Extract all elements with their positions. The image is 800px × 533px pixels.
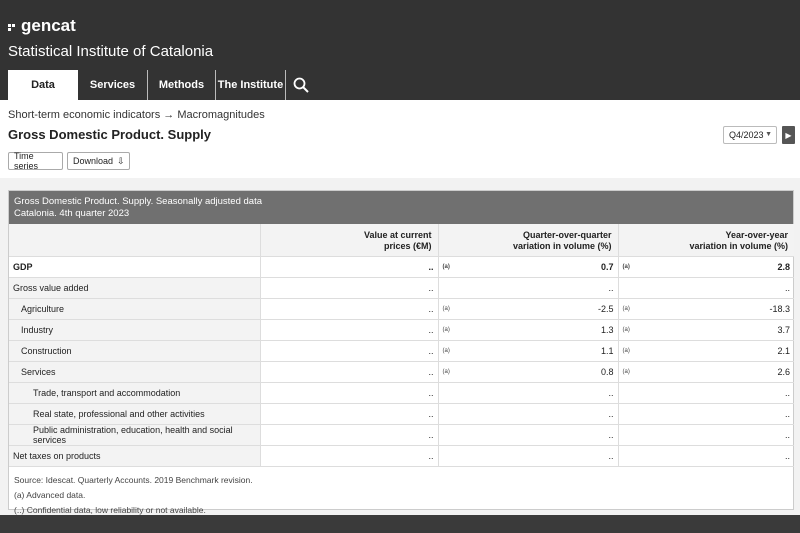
cell-flag: (a) xyxy=(622,368,630,375)
cell-number: .. xyxy=(784,387,790,398)
table-row xyxy=(9,319,794,340)
cell-yoy xyxy=(618,277,794,298)
tab-methods[interactable]: Methods xyxy=(148,70,216,100)
row-label: Construction xyxy=(9,340,260,361)
cell-qoq xyxy=(438,361,618,382)
download-button[interactable] xyxy=(67,152,130,170)
row-label: Real state, professional and other activities xyxy=(9,403,260,424)
cell-yoy xyxy=(618,256,794,277)
cell-yoy xyxy=(618,319,794,340)
tab-services[interactable]: Services xyxy=(78,70,148,100)
cell-number: 1.1 xyxy=(600,345,614,356)
download-label: Download xyxy=(73,156,114,166)
data-table-container xyxy=(8,190,794,515)
page-title: Gross Domestic Product. Supply xyxy=(8,127,211,142)
cell-flag: (a) xyxy=(622,326,630,333)
cell-flag: (a) xyxy=(442,326,450,333)
cell-number: .. xyxy=(784,408,790,419)
tab-the-institute[interactable]: The Institute xyxy=(216,70,286,100)
cell-yoy xyxy=(618,361,794,382)
source-note: Source: Idescat. Quarterly Accounts. 2019 Benchmark revision. xyxy=(14,474,253,485)
row-label: GDP xyxy=(9,256,260,277)
cell-qoq xyxy=(438,382,618,403)
cell-value: .. xyxy=(260,424,438,445)
site-title[interactable]: Statistical Institute of Catalonia xyxy=(8,43,214,60)
cell-number: .. xyxy=(784,450,790,461)
cell-number: 0.7 xyxy=(600,261,614,272)
cell-qoq xyxy=(438,403,618,424)
cell-number: -18.3 xyxy=(769,303,790,314)
column-header-qoq xyxy=(438,224,618,256)
cell-value: .. xyxy=(260,361,438,382)
period-select[interactable] xyxy=(723,126,777,144)
col1-line2: prices (€M) xyxy=(383,240,432,251)
row-label: Gross value added xyxy=(9,277,260,298)
cell-flag: (a) xyxy=(622,263,630,270)
cell-qoq xyxy=(438,340,618,361)
cell-flag: (a) xyxy=(442,368,450,375)
main-nav xyxy=(8,70,316,100)
table-row xyxy=(9,298,794,319)
gencat-logo[interactable] xyxy=(8,16,76,36)
cell-number: .. xyxy=(608,450,614,461)
tab-data[interactable]: Data xyxy=(8,70,78,100)
cell-number: .. xyxy=(608,408,614,419)
table-row xyxy=(9,277,794,298)
row-label: Services xyxy=(9,361,260,382)
cell-number: 1.3 xyxy=(600,324,614,335)
cell-number: 3.7 xyxy=(777,324,790,335)
caption-subtitle: Catalonia. 4th quarter 2023 xyxy=(14,208,130,219)
row-label: Net taxes on products xyxy=(9,445,260,466)
col1-line1: Value at current xyxy=(363,229,432,240)
table-header-row xyxy=(9,224,794,256)
cell-value: .. xyxy=(260,277,438,298)
cell-value: .. xyxy=(260,298,438,319)
chevron-down-icon: ▼ xyxy=(765,131,772,138)
table-row xyxy=(9,382,794,403)
table-notes xyxy=(9,467,793,524)
cell-yoy xyxy=(618,424,794,445)
cell-yoy xyxy=(618,403,794,424)
caption-title: Gross Domestic Product. Supply. Seasonally adjusted data xyxy=(14,196,263,207)
table-row xyxy=(9,424,794,445)
search-button[interactable] xyxy=(286,70,316,100)
cell-qoq xyxy=(438,319,618,340)
cell-yoy xyxy=(618,298,794,319)
cell-qoq xyxy=(438,277,618,298)
gencat-logo-icon xyxy=(8,24,19,31)
row-label: Agriculture xyxy=(9,298,260,319)
cell-number: -2.5 xyxy=(597,303,614,314)
cell-flag: (a) xyxy=(442,305,450,312)
cell-yoy xyxy=(618,340,794,361)
stub-header xyxy=(9,224,260,256)
cell-flag: (a) xyxy=(442,263,450,270)
confidential-note: (..) Confidential data, low reliability or not available. xyxy=(14,504,206,515)
table-row xyxy=(9,256,794,277)
breadcrumb[interactable]: Short-term economic indicators → Macromagnitudes xyxy=(8,109,265,121)
cell-value: .. xyxy=(260,256,438,277)
cell-yoy xyxy=(618,382,794,403)
chevron-right-icon: ▶ xyxy=(785,130,792,140)
page-header xyxy=(0,100,800,178)
row-label: Industry xyxy=(9,319,260,340)
cell-number: .. xyxy=(608,429,614,440)
cell-qoq xyxy=(438,256,618,277)
table-row xyxy=(9,340,794,361)
cell-qoq xyxy=(438,445,618,466)
col2-line1: Quarter-over-quarter xyxy=(522,229,612,240)
col2-line2: variation in volume (%) xyxy=(512,240,612,251)
column-header-yoy xyxy=(618,224,794,256)
cell-number: .. xyxy=(784,282,790,293)
download-icon: ⇩ xyxy=(117,155,125,166)
logo-text: gencat xyxy=(21,16,76,35)
next-period-button[interactable] xyxy=(782,126,795,144)
period-select-value: Q4/2023 xyxy=(729,130,764,140)
cell-number: 0.8 xyxy=(600,366,614,377)
cell-number: 2.1 xyxy=(777,345,790,356)
table-row xyxy=(9,445,794,466)
table-row xyxy=(9,361,794,382)
cell-number: .. xyxy=(784,429,790,440)
col3-line2: variation in volume (%) xyxy=(689,240,788,251)
time-series-button[interactable]: Time series xyxy=(8,152,63,170)
advanced-data-note: (a) Advanced data. xyxy=(14,489,86,500)
cell-value: .. xyxy=(260,445,438,466)
cell-number: 2.6 xyxy=(777,366,790,377)
cell-flag: (a) xyxy=(442,347,450,354)
row-label: Public administration, education, health and social services xyxy=(9,424,260,445)
table-caption xyxy=(9,191,793,224)
cell-number: .. xyxy=(608,387,614,398)
data-table xyxy=(9,224,794,467)
cell-number: .. xyxy=(608,282,614,293)
cell-qoq xyxy=(438,298,618,319)
cell-value: .. xyxy=(260,403,438,424)
cell-value: .. xyxy=(260,319,438,340)
column-header-value xyxy=(260,224,438,256)
col3-line1: Year-over-year xyxy=(725,229,788,240)
cell-yoy xyxy=(618,445,794,466)
cell-value: .. xyxy=(260,340,438,361)
cell-value: .. xyxy=(260,382,438,403)
cell-flag: (a) xyxy=(622,305,630,312)
cell-flag: (a) xyxy=(622,347,630,354)
site-header xyxy=(0,0,800,100)
cell-number: 2.8 xyxy=(777,261,790,272)
search-icon xyxy=(293,77,309,93)
table-row xyxy=(9,403,794,424)
table-panel xyxy=(0,178,800,515)
cell-qoq xyxy=(438,424,618,445)
row-label: Trade, transport and accommodation xyxy=(9,382,260,403)
